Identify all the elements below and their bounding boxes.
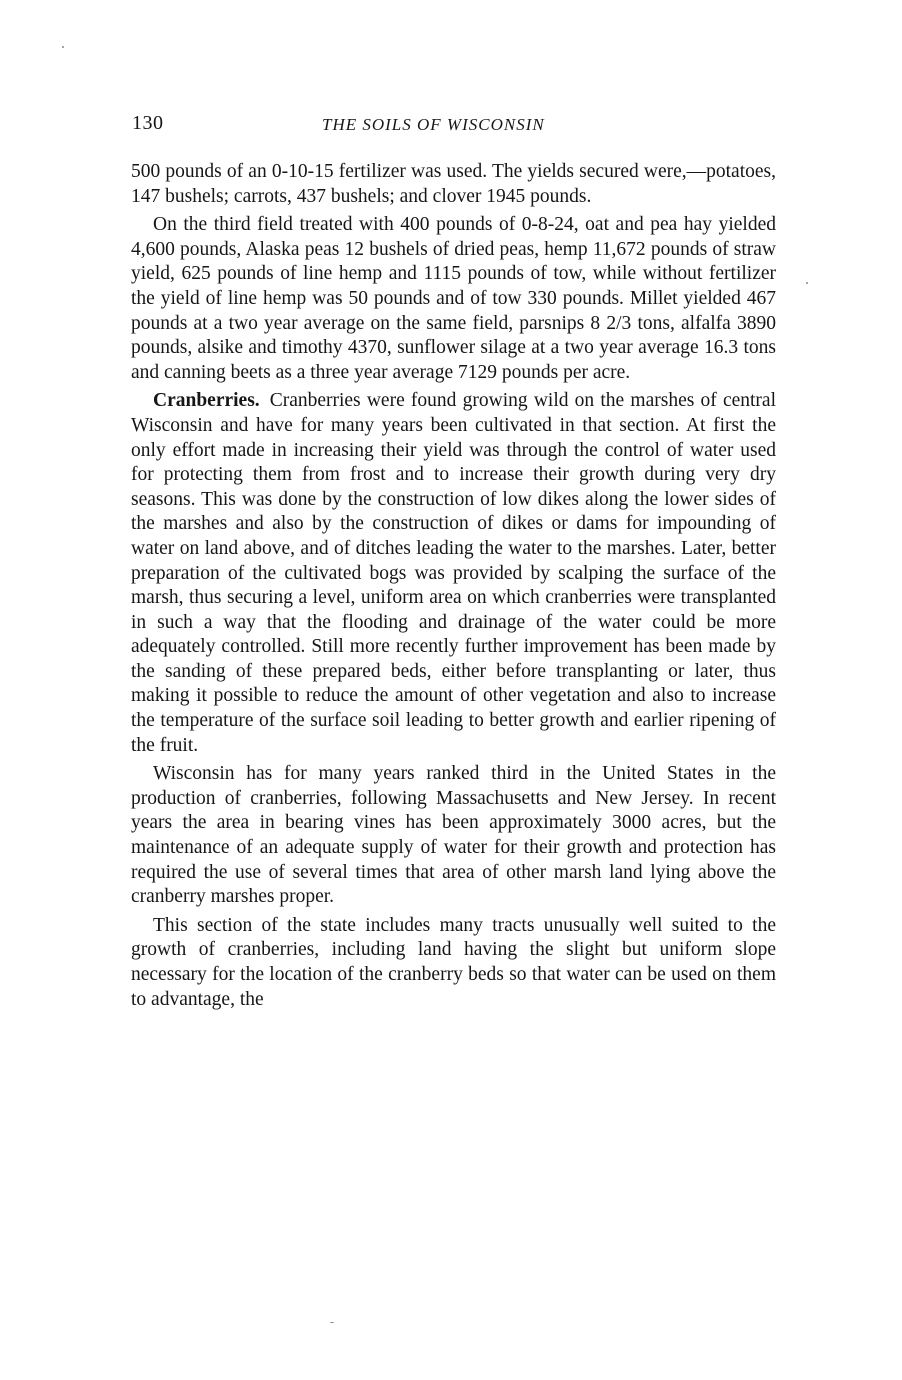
paragraph-text: 500 pounds of an 0-10-15 fertilizer was used. The yields secured were,—potatoes, 147 bushels; carrots, 437 bushels; and clover 1945 pounds. — [131, 161, 776, 207]
paragraph-text: On the third field treated with 400 pounds of 0-8-24, oat and pea hay yielded 4,600 pounds, Alaska peas 12 bushels of dried peas, hemp 11,672 pounds of straw yield, 625 pounds of line hemp and 1115 pounds of tow, while without fertilizer the yield of line hemp was 50 pounds and of tow 330 pounds. Millet yielded 467 pounds at a two year average on the same field, parsnips 8 2/3 tons, alfalfa 3890 pounds, alsike and timothy 4370, sunflower silage at a two year average 16.3 tons and canning beets as a three year average 7129 pounds per acre. — [131, 214, 776, 383]
page-number: 130 — [132, 112, 164, 134]
paragraph-wisconsin-rank — [131, 762, 776, 910]
running-title: THE SOILS OF WISCONSIN — [322, 115, 545, 134]
paragraph-cranberries — [131, 389, 776, 758]
body-text — [131, 160, 776, 1016]
paragraph-text: This section of the state includes many tracts unusually well suited to the growth of cranberries, including land having the slight but uniform slope necessary for the location of the cranberry beds so that water can be used on them to advantage, the — [131, 914, 776, 1010]
paragraph-text: Wisconsin has for many years ranked third in the United States in the production of cranberries, following Massachusetts and New Jersey. In recent years the area in bearing vines has been approximately 3000 acres, but the maintenance of an adequate supply of water for their growth and protection has required the use of several times that area of other marsh land lying above the cranberry marshes proper. — [131, 763, 776, 908]
paragraph-text: Cranberries were found growing wild on the marshes of central Wisconsin and have for many years been cultivated in that section. At first the only effort made in increasing their yield was through the control of water used for protecting them from frost and to increase their growth during very dry seasons. This was done by the construction of low dikes along the lower sides of the marshes and also by the construction of dikes or dams for impounding of water on land above, and of ditches leading the water to the marshes. Later, better preparation of the cultivated bogs was provided by scalping the surface of the marsh, thus securing a level, uniform area on which cranberries were transplanted in such a way that the flooding and drainage of the water could be more adequately controlled. Still more recently further improvement has been made by the sanding of these prepared beds, either before transplanting or later, thus making it possible to reduce the amount of other vegetation and also to increase the temperature of the surface soil leading to better growth and earlier ripening of the fruit. — [131, 390, 776, 756]
scan-speck — [806, 282, 808, 284]
section-heading-cranberries: Cranberries. — [153, 390, 260, 412]
paragraph-fertilizer-yields — [131, 160, 776, 209]
scan-speck — [330, 1322, 334, 1323]
paragraph-third-field — [131, 213, 776, 385]
paragraph-state-section — [131, 914, 776, 1012]
scan-speck — [62, 46, 64, 48]
page-header — [132, 112, 772, 142]
